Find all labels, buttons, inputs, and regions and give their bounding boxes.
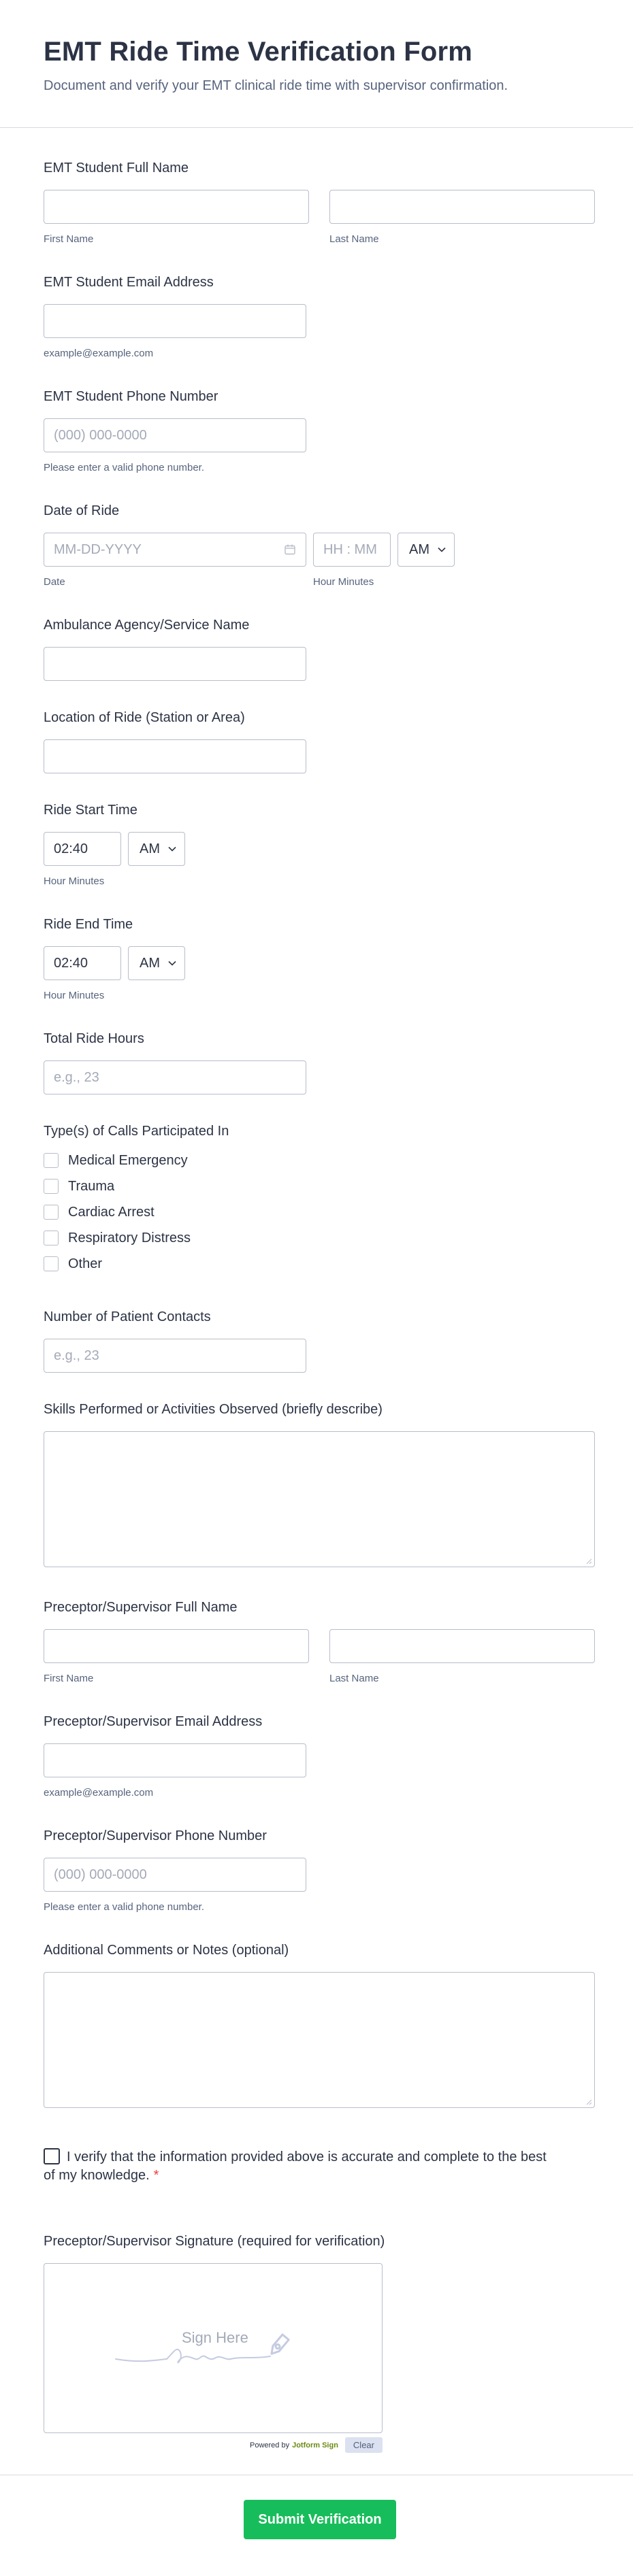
field-label: Date of Ride xyxy=(44,503,120,518)
checkbox-label: Other xyxy=(68,1256,103,1271)
resize-handle-icon[interactable] xyxy=(585,1558,592,1565)
time-sublabel: Hour Minutes xyxy=(313,576,374,588)
agency-field xyxy=(44,617,595,681)
checkbox[interactable] xyxy=(44,1231,59,1245)
field-label: Location of Ride (Station or Area) xyxy=(44,710,245,725)
patient-contacts-input[interactable]: e.g., 23 xyxy=(44,1339,306,1373)
patient-contacts-field xyxy=(44,1309,595,1373)
field-label: Number of Patient Contacts xyxy=(44,1309,211,1324)
call-types-options xyxy=(44,1148,595,1277)
signature-scribble-icon xyxy=(112,2325,310,2373)
checkbox-option[interactable] xyxy=(44,1148,595,1173)
start-time-input[interactable]: 02:40 xyxy=(44,832,121,866)
ampm-value: AM xyxy=(409,541,429,557)
total-hours-input[interactable]: e.g., 23 xyxy=(44,1060,306,1094)
preceptor-email-input[interactable] xyxy=(44,1743,306,1777)
location-input[interactable] xyxy=(44,739,306,773)
student-name-field xyxy=(44,160,595,246)
checkbox-option[interactable] xyxy=(44,1225,595,1251)
field-label: Preceptor/Supervisor Phone Number xyxy=(44,1828,267,1843)
skills-field xyxy=(44,1401,595,1567)
checkbox-option[interactable] xyxy=(44,1173,595,1199)
verify-field xyxy=(44,2148,595,2185)
field-label: Ambulance Agency/Service Name xyxy=(44,618,250,633)
field-label: Additional Comments or Notes (optional) xyxy=(44,1943,289,1958)
field-label: EMT Student Phone Number xyxy=(44,389,218,404)
date-input[interactable] xyxy=(44,533,306,567)
student-email-field xyxy=(44,274,595,360)
student-phone-field xyxy=(44,388,595,474)
preceptor-email-field xyxy=(44,1713,595,1799)
first-name-sublabel: First Name xyxy=(44,233,94,245)
checkbox[interactable] xyxy=(44,2148,60,2164)
checkbox-option[interactable] xyxy=(44,1251,595,1277)
checkbox[interactable] xyxy=(44,1256,59,1271)
checkbox-label: Trauma xyxy=(68,1178,115,1194)
email-sublabel: example@example.com xyxy=(44,348,154,359)
signature-pad[interactable] xyxy=(44,2263,383,2433)
checkbox[interactable] xyxy=(44,1179,59,1194)
date-placeholder: MM-DD-YYYY xyxy=(54,541,142,557)
field-label: Ride Start Time xyxy=(44,803,137,818)
calendar-icon[interactable] xyxy=(284,543,296,556)
call-types-field xyxy=(44,1123,595,1277)
checkbox-label: Respiratory Distress xyxy=(68,1230,191,1245)
chevron-down-icon xyxy=(168,960,176,966)
checkbox-label: Cardiac Arrest xyxy=(68,1204,155,1220)
agency-input[interactable] xyxy=(44,647,306,681)
powered-by-text: Powered by xyxy=(249,2441,290,2449)
field-label: Total Ride Hours xyxy=(44,1031,144,1046)
end-time-field xyxy=(44,916,595,1002)
field-label: Skills Performed or Activities Observed (briefly describe) xyxy=(44,1402,383,1417)
preceptor-last-name-input[interactable] xyxy=(329,1629,595,1663)
student-email-input[interactable] xyxy=(44,304,306,338)
date-sublabel: Date xyxy=(44,576,65,588)
comments-textarea[interactable] xyxy=(44,1972,595,2108)
location-field xyxy=(44,709,595,773)
total-hours-field xyxy=(44,1031,595,1094)
resize-handle-icon[interactable] xyxy=(585,2098,592,2105)
student-phone-input[interactable]: (000) 000-0000 xyxy=(44,418,306,452)
checkbox-option[interactable] xyxy=(44,1199,595,1225)
preceptor-phone-field xyxy=(44,1828,595,1913)
start-time-sublabel: Hour Minutes xyxy=(44,875,105,887)
chevron-down-icon xyxy=(438,547,446,552)
student-first-name-input[interactable] xyxy=(44,190,309,224)
form-header xyxy=(0,0,633,128)
form-footer xyxy=(0,2475,633,2576)
field-label: Preceptor/Supervisor Email Address xyxy=(44,1714,263,1729)
form-title: EMT Ride Time Verification Form xyxy=(44,37,473,67)
checkbox[interactable] xyxy=(44,1153,59,1168)
end-time-sublabel: Hour Minutes xyxy=(44,990,105,1001)
verify-checkbox-option[interactable] xyxy=(44,2148,547,2185)
required-mark: * xyxy=(153,2168,159,2183)
field-label: Preceptor/Supervisor Signature (required for verification) xyxy=(44,2234,385,2249)
date-of-ride-field xyxy=(44,503,595,588)
last-name-sublabel: Last Name xyxy=(329,1673,379,1684)
field-label: Ride End Time xyxy=(44,917,133,932)
submit-button[interactable]: Submit Verification xyxy=(244,2500,396,2539)
preceptor-name-field xyxy=(44,1599,595,1685)
comments-field xyxy=(44,1942,595,2108)
last-name-sublabel: Last Name xyxy=(329,233,379,245)
email-sublabel: example@example.com xyxy=(44,1787,154,1799)
phone-sublabel: Please enter a valid phone number. xyxy=(44,1901,204,1913)
form-subtitle: Document and verify your EMT clinical ride time with supervisor confirmation. xyxy=(44,78,508,93)
checkbox[interactable] xyxy=(44,1205,59,1220)
first-name-sublabel: First Name xyxy=(44,1673,94,1684)
start-ampm-select[interactable] xyxy=(128,832,185,866)
time-input[interactable]: HH : MM xyxy=(313,533,391,567)
ampm-value: AM xyxy=(140,841,160,856)
clear-signature-button[interactable]: Clear xyxy=(345,2437,383,2453)
field-label: EMT Student Email Address xyxy=(44,275,214,290)
checkbox-label: Medical Emergency xyxy=(68,1152,188,1168)
verify-text: I verify that the information provided above is accurate and complete to the best of my knowledge. xyxy=(44,2150,547,2183)
student-last-name-input[interactable] xyxy=(329,190,595,224)
phone-sublabel: Please enter a valid phone number. xyxy=(44,462,204,473)
preceptor-phone-input[interactable]: (000) 000-0000 xyxy=(44,1858,306,1892)
signature-placeholder: Sign Here xyxy=(182,2329,248,2346)
field-label: Preceptor/Supervisor Full Name xyxy=(44,1600,238,1615)
signature-field xyxy=(44,2233,595,2453)
preceptor-first-name-input[interactable] xyxy=(44,1629,309,1663)
field-label: Type(s) of Calls Participated In xyxy=(44,1124,229,1139)
chevron-down-icon xyxy=(168,846,176,852)
start-time-field xyxy=(44,802,595,888)
ampm-select[interactable] xyxy=(397,533,455,567)
jotform-sign-brand: Jotform Sign xyxy=(292,2441,338,2449)
ampm-value: AM xyxy=(140,955,160,971)
field-label: EMT Student Full Name xyxy=(44,161,189,175)
end-time-input[interactable]: 02:40 xyxy=(44,946,121,980)
end-ampm-select[interactable] xyxy=(128,946,185,980)
skills-textarea[interactable] xyxy=(44,1431,595,1567)
